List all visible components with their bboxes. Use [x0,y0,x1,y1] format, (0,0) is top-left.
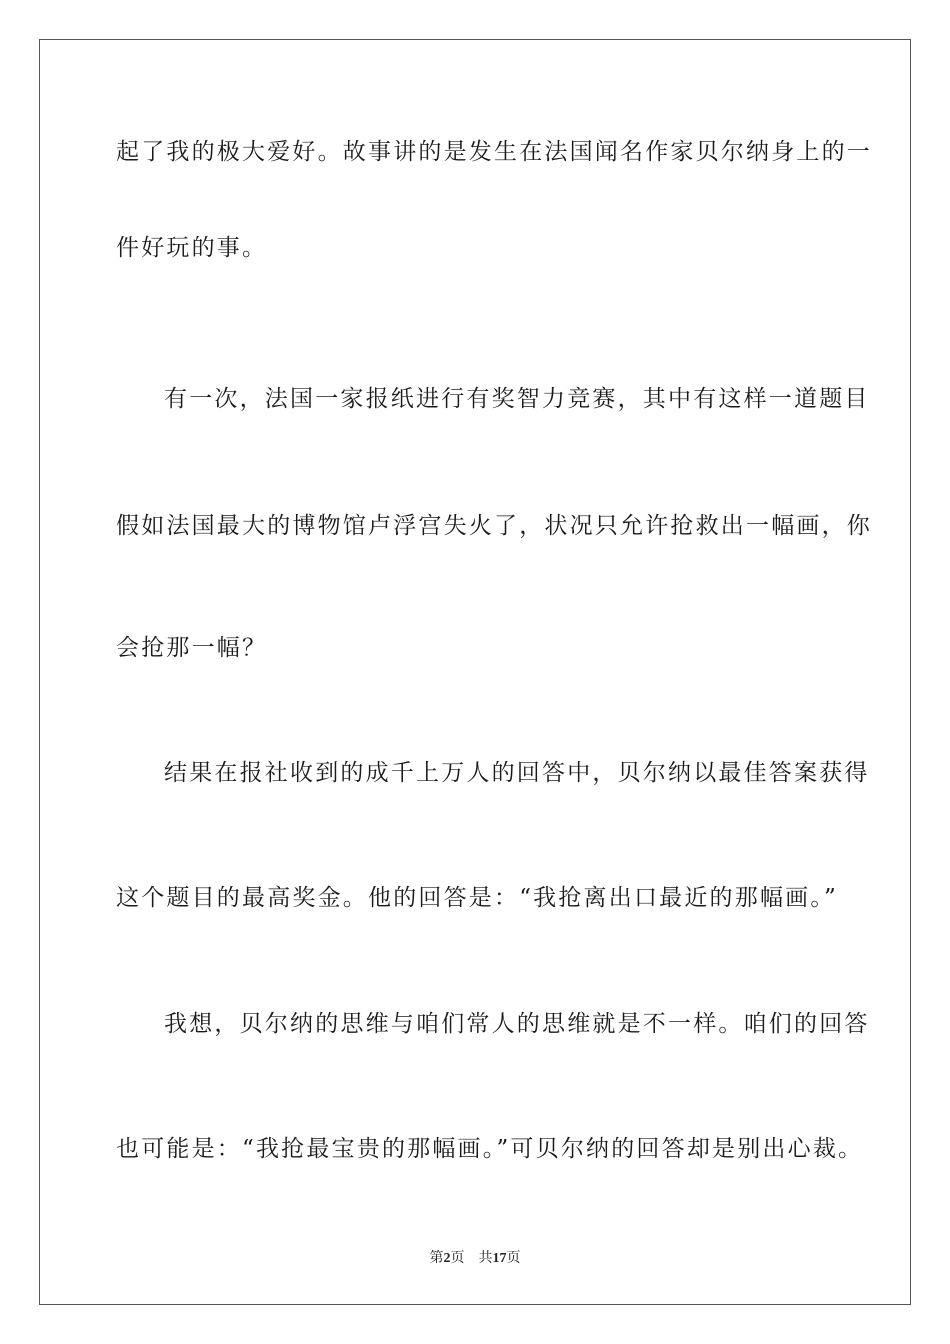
footer-total-pages: 17 [492,1251,507,1266]
footer-total-suffix: 页 [506,1251,521,1266]
body-line-1: 起了我的极大爱好。故事讲的是发生在法国闻名作家贝尔纳身上的一 [116,139,872,165]
page-border [39,39,911,1305]
footer-total-prefix: 共 [478,1251,493,1266]
body-line-9: 也可能是：“我抢最宝贵的那幅画。”可贝尔纳的回答却是别出心裁。 [116,1136,864,1162]
footer-page-number: 2 [443,1251,451,1266]
body-line-3: 有一次，法国一家报纸进行有奖智力竞赛，其中有这样一道题目 [164,386,870,412]
body-line-6: 结果在报社收到的成千上万人的回答中，贝尔纳以最佳答案获得 [164,760,870,786]
page-footer [0,1247,950,1267]
body-line-7: 这个题目的最高奖金。他的回答是：“我抢离出口最近的那幅画。” [116,885,839,911]
footer-page-suffix: 页 [450,1251,465,1266]
body-line-2: 件好玩的事。 [116,235,268,261]
footer-page-prefix: 第 [429,1251,444,1266]
body-line-4: 假如法国最大的博物馆卢浮宫失火了，状况只允许抢救出一幅画，你 [116,513,872,539]
body-line-8: 我想，贝尔纳的思维与咱们常人的思维就是不一样。咱们的回答 [164,1011,870,1037]
body-line-5: 会抢那一幅？ [116,635,268,661]
